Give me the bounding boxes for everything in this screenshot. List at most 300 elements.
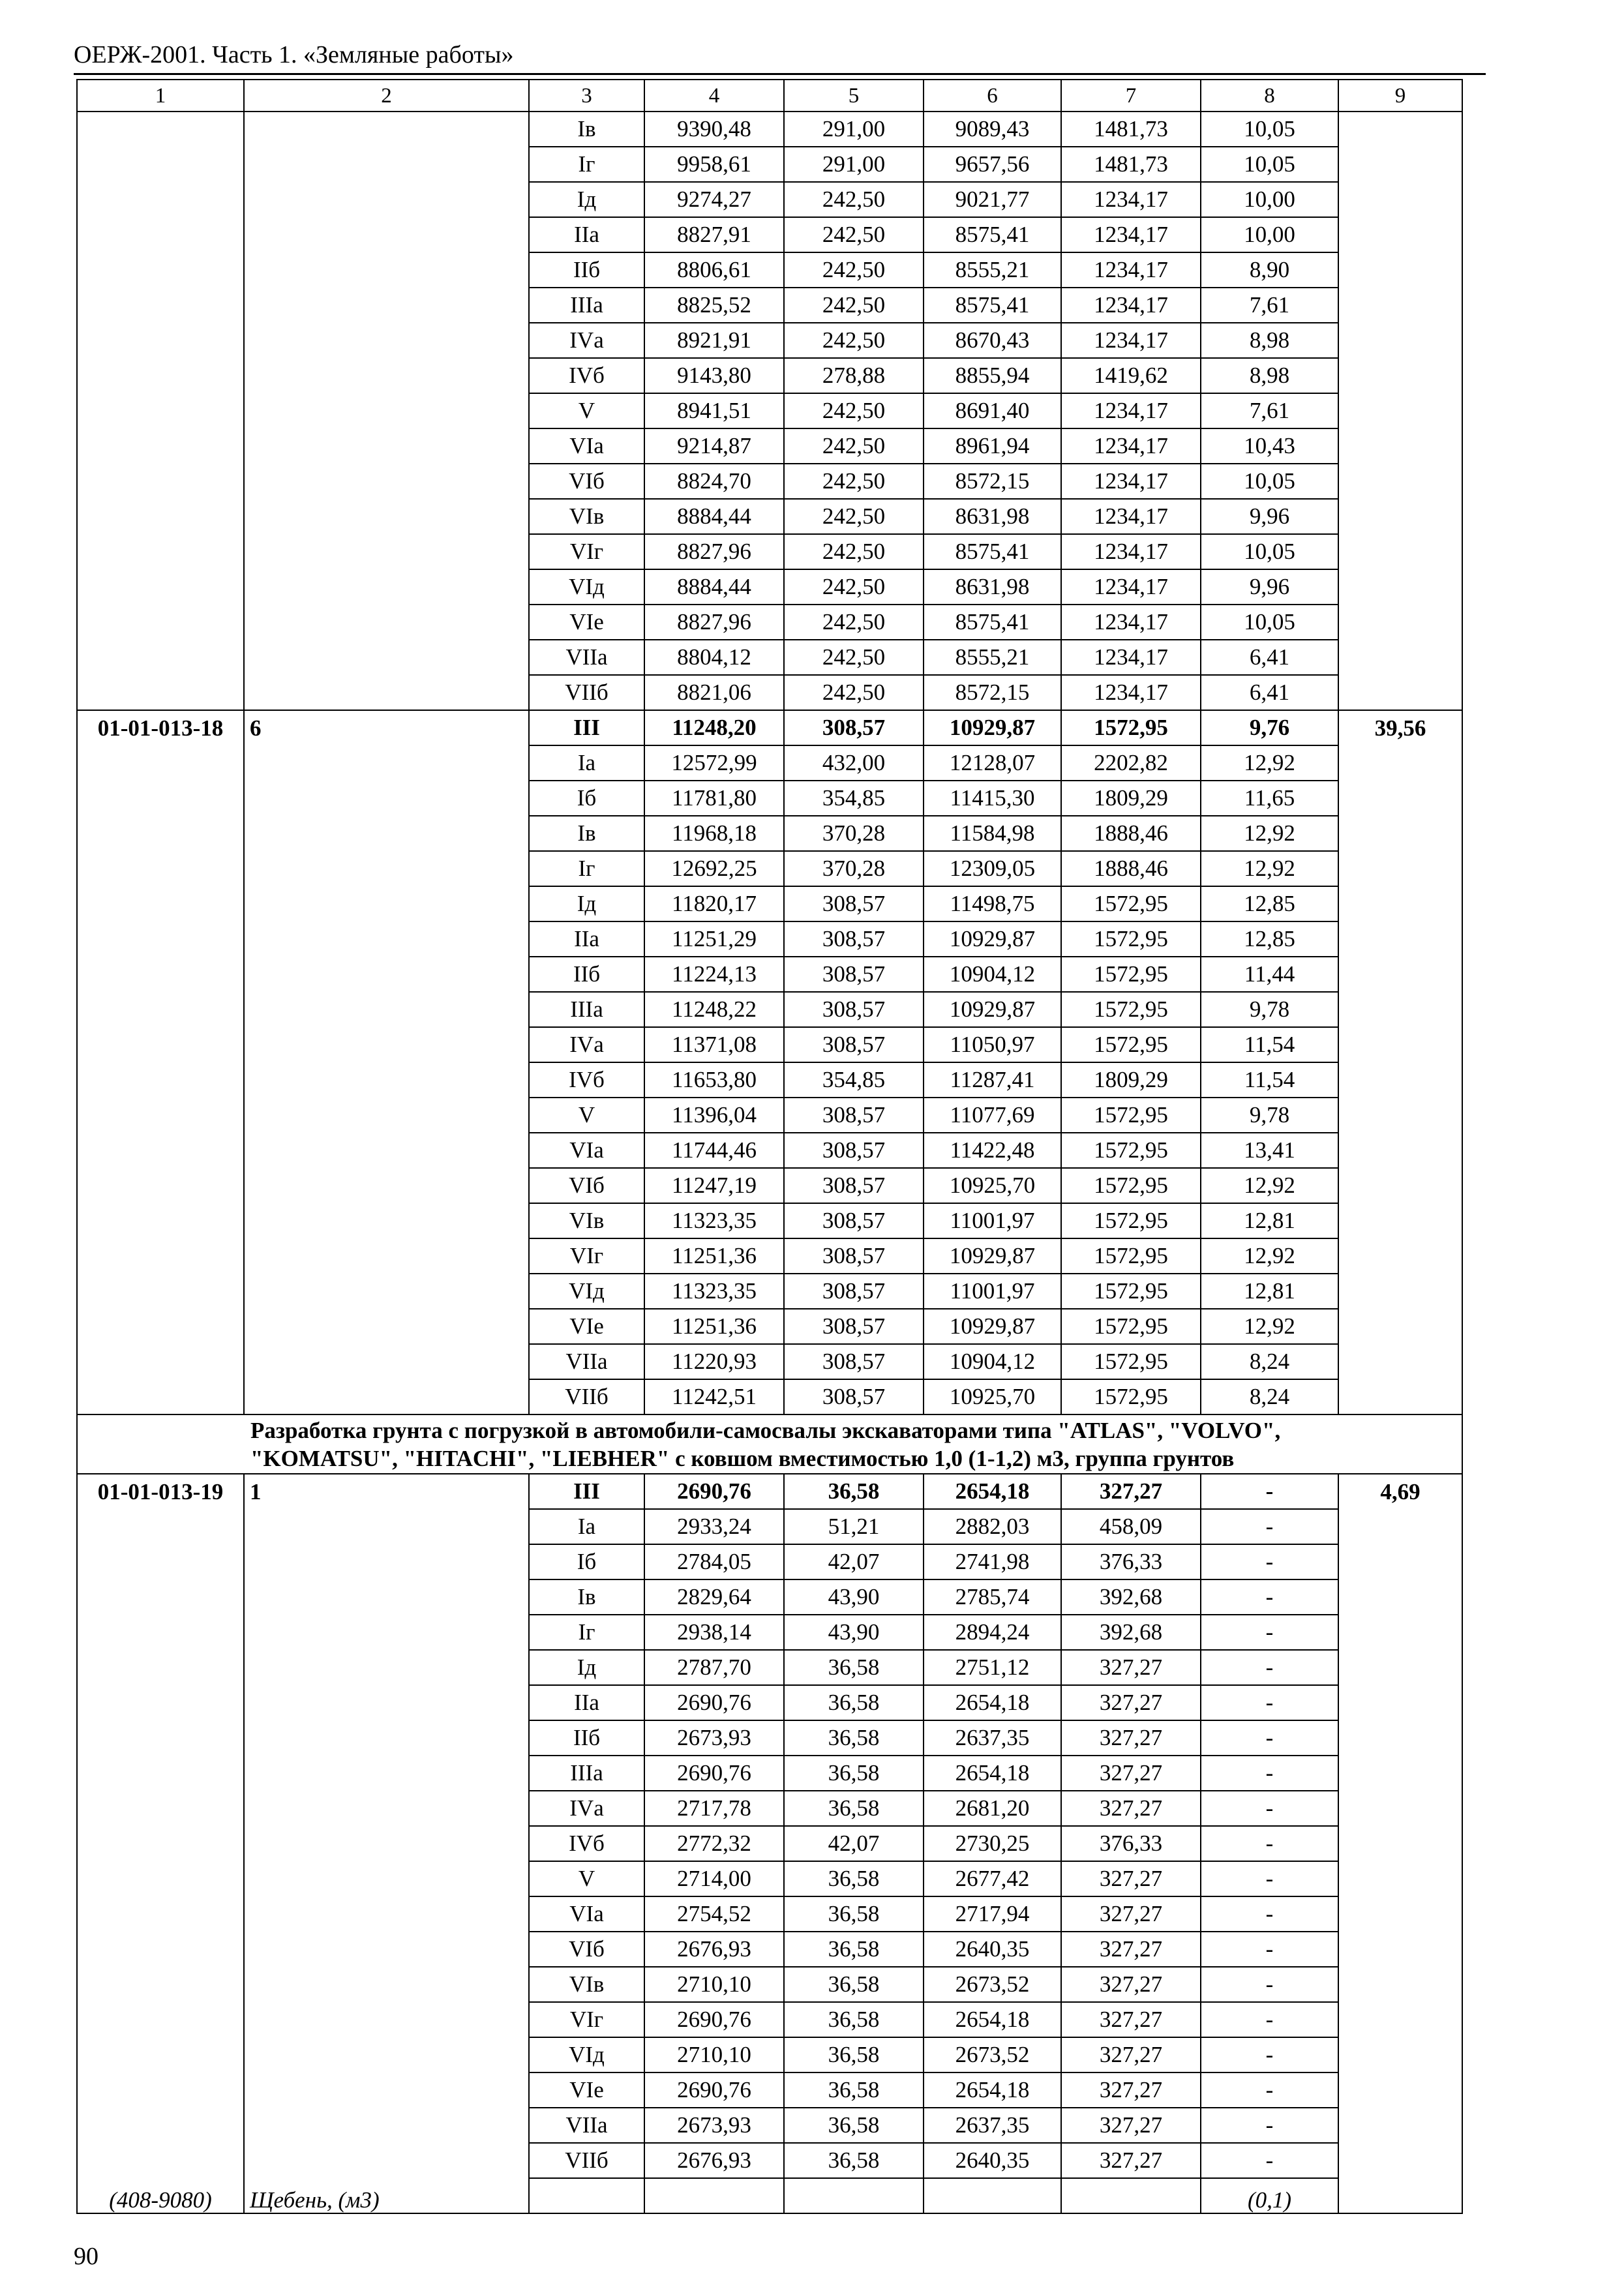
value-cell: - (1201, 2143, 1338, 2178)
value-cell: 327,27 (1061, 1685, 1201, 1720)
description-cell (244, 921, 529, 957)
value-cell: 1234,17 (1061, 323, 1201, 358)
value-cell: 2640,35 (924, 2143, 1061, 2178)
soil-group-cell: VIе (529, 605, 644, 640)
description-cell (244, 675, 529, 710)
column-number: 6 (924, 80, 1061, 112)
value-cell: 11323,35 (644, 1274, 784, 1309)
rate-code-cell (77, 393, 244, 428)
rate-code-cell (77, 640, 244, 675)
value-cell: 8827,96 (644, 534, 784, 569)
soil-group-cell: VIе (529, 2072, 644, 2108)
material-code-cell: (408-9080) (77, 2178, 244, 2213)
material-consumption-cell: (0,1) (1201, 2178, 1338, 2213)
rate-code-cell (77, 428, 244, 464)
table-row (77, 816, 1462, 851)
rate-code-cell (77, 464, 244, 499)
column-9-cell (1338, 1932, 1462, 1967)
description-cell (244, 147, 529, 182)
rate-code-cell (77, 1861, 244, 1896)
value-cell: 6,41 (1201, 640, 1338, 675)
value-cell: 9958,61 (644, 147, 784, 182)
column-9-cell (1338, 323, 1462, 358)
value-cell: 10925,70 (924, 1379, 1061, 1414)
value-cell: 8827,96 (644, 605, 784, 640)
value-cell: 51,21 (784, 1509, 924, 1544)
value-cell: - (1201, 1967, 1338, 2002)
column-9-cell (1338, 1379, 1462, 1414)
soil-group-cell: VIд (529, 2037, 644, 2072)
description-cell (244, 1544, 529, 1579)
value-cell: 327,27 (1061, 1932, 1201, 1967)
section-heading (77, 1414, 1462, 1474)
value-cell: 11001,97 (924, 1274, 1061, 1309)
table-row (77, 1274, 1462, 1309)
column-9-cell (1338, 1685, 1462, 1720)
value-cell: 12,92 (1201, 1309, 1338, 1344)
value-cell: 1572,95 (1061, 957, 1201, 992)
rate-code-cell (77, 147, 244, 182)
soil-group-cell: IIа (529, 921, 644, 957)
rate-code-cell (77, 675, 244, 710)
value-cell: 11653,80 (644, 1062, 784, 1098)
rate-code-cell (77, 1756, 244, 1791)
table-row (77, 534, 1462, 569)
column-9-cell (1338, 1967, 1462, 2002)
value-cell: 1234,17 (1061, 288, 1201, 323)
value-cell: 327,27 (1061, 1474, 1201, 1509)
soil-group-cell: VIIб (529, 675, 644, 710)
value-cell: 8804,12 (644, 640, 784, 675)
table-row (77, 1133, 1462, 1168)
value-cell: 10925,70 (924, 1168, 1061, 1203)
soil-group-cell: IVб (529, 1062, 644, 1098)
description-cell: 6 (244, 710, 529, 745)
rate-code-cell (77, 1932, 244, 1967)
table-row (77, 640, 1462, 675)
value-cell: 242,50 (784, 640, 924, 675)
value-cell: 7,61 (1201, 393, 1338, 428)
value-cell: 10929,87 (924, 992, 1061, 1027)
value-cell: 2717,78 (644, 1791, 784, 1826)
value-cell: 10929,87 (924, 921, 1061, 957)
table-row (77, 675, 1462, 710)
value-cell: - (1201, 1615, 1338, 1650)
value-cell: 9,78 (1201, 1098, 1338, 1133)
value-cell: 12,81 (1201, 1203, 1338, 1238)
empty-cell (644, 2178, 784, 2213)
soil-group-cell: Iд (529, 1650, 644, 1685)
value-cell: 1234,17 (1061, 569, 1201, 605)
soil-group-cell: VIIб (529, 1379, 644, 1414)
value-cell: 2690,76 (644, 2072, 784, 2108)
value-cell: 11,44 (1201, 957, 1338, 992)
description-cell (244, 393, 529, 428)
value-cell: 11287,41 (924, 1062, 1061, 1098)
value-cell: 2654,18 (924, 2002, 1061, 2037)
table-row (77, 112, 1462, 147)
value-cell: 9274,27 (644, 182, 784, 217)
rate-code-cell (77, 1967, 244, 2002)
value-cell: 2690,76 (644, 2002, 784, 2037)
soil-group-cell: Iг (529, 851, 644, 886)
soil-group-cell: VIд (529, 1274, 644, 1309)
value-cell: 8,98 (1201, 358, 1338, 393)
table-row (77, 147, 1462, 182)
table-row (77, 1238, 1462, 1274)
soil-group-cell: V (529, 1098, 644, 1133)
value-cell: 2676,93 (644, 1932, 784, 1967)
soil-group-cell: VIIб (529, 2143, 644, 2178)
value-cell: 392,68 (1061, 1615, 1201, 1650)
table-row (77, 1544, 1462, 1579)
value-cell: 308,57 (784, 1344, 924, 1379)
soil-group-cell: V (529, 1861, 644, 1896)
value-cell: 308,57 (784, 1098, 924, 1133)
rate-code-cell (77, 1685, 244, 1720)
column-9-cell (1338, 1344, 1462, 1379)
value-cell: 2751,12 (924, 1650, 1061, 1685)
column-9-cell (1338, 2037, 1462, 2072)
column-9-cell (1338, 781, 1462, 816)
column-9-cell (1338, 816, 1462, 851)
description-cell (244, 2143, 529, 2178)
column-9-cell (1338, 464, 1462, 499)
value-cell: 1572,95 (1061, 1203, 1201, 1238)
column-9-cell (1338, 921, 1462, 957)
value-cell: 11251,36 (644, 1238, 784, 1274)
value-cell: 36,58 (784, 2002, 924, 2037)
soil-group-cell: VIIа (529, 2108, 644, 2143)
soil-group-cell: IVб (529, 358, 644, 393)
value-cell: 242,50 (784, 182, 924, 217)
description-cell (244, 992, 529, 1027)
value-cell: 1572,95 (1061, 1379, 1201, 1414)
rate-code-cell (77, 534, 244, 569)
value-cell: 2710,10 (644, 2037, 784, 2072)
value-cell: 36,58 (784, 2072, 924, 2108)
description-cell (244, 1720, 529, 1756)
table-row (77, 2037, 1462, 2072)
value-cell: 308,57 (784, 1027, 924, 1062)
value-cell: 1419,62 (1061, 358, 1201, 393)
table-row (77, 2072, 1462, 2108)
value-cell: 327,27 (1061, 1756, 1201, 1791)
value-cell: 458,09 (1061, 1509, 1201, 1544)
column-9-cell (1338, 2143, 1462, 2178)
soil-group-cell: IIа (529, 1685, 644, 1720)
value-cell: 11744,46 (644, 1133, 784, 1168)
value-cell: 291,00 (784, 147, 924, 182)
description-cell (244, 605, 529, 640)
value-cell: 11820,17 (644, 886, 784, 921)
rate-code-cell (77, 745, 244, 781)
value-cell: 1809,29 (1061, 781, 1201, 816)
value-cell: 12572,99 (644, 745, 784, 781)
column-9-cell (1338, 534, 1462, 569)
column-9-cell (1338, 2072, 1462, 2108)
value-cell: 11422,48 (924, 1133, 1061, 1168)
soil-group-cell: IIIа (529, 992, 644, 1027)
value-cell: 10929,87 (924, 1309, 1061, 1344)
column-9-cell (1338, 745, 1462, 781)
soil-group-cell: VIг (529, 1238, 644, 1274)
value-cell: 10,05 (1201, 112, 1338, 147)
value-cell: 36,58 (784, 1932, 924, 1967)
soil-group-cell: Iа (529, 745, 644, 781)
table-row (77, 569, 1462, 605)
rate-code-cell (77, 1826, 244, 1861)
value-cell: 2933,24 (644, 1509, 784, 1544)
rate-code-cell (77, 1309, 244, 1344)
value-cell: 36,58 (784, 1650, 924, 1685)
value-cell: 432,00 (784, 745, 924, 781)
value-cell: - (1201, 1474, 1338, 1509)
value-cell: 354,85 (784, 1062, 924, 1098)
value-cell: 12,92 (1201, 1168, 1338, 1203)
column-9-cell (1338, 1826, 1462, 1861)
table-row-main (77, 710, 1462, 745)
empty-cell (529, 2178, 644, 2213)
table-row (77, 1685, 1462, 1720)
value-cell: 327,27 (1061, 2072, 1201, 2108)
value-cell: 10904,12 (924, 957, 1061, 992)
rate-code-cell (77, 1203, 244, 1238)
value-cell: 12,92 (1201, 745, 1338, 781)
value-cell: 8555,21 (924, 640, 1061, 675)
value-cell: 327,27 (1061, 2108, 1201, 2143)
value-cell: 11251,29 (644, 921, 784, 957)
column-9-cell (1338, 1791, 1462, 1826)
column-9-cell (1338, 1720, 1462, 1756)
soil-group-cell: VIб (529, 1932, 644, 1967)
value-cell: 12,85 (1201, 921, 1338, 957)
soil-group-cell: Iб (529, 1544, 644, 1579)
table-row-main (77, 1474, 1462, 1509)
soil-group-cell: VIв (529, 499, 644, 534)
value-cell: 12309,05 (924, 851, 1061, 886)
value-cell: 327,27 (1061, 1791, 1201, 1826)
column-9-cell (1338, 182, 1462, 217)
value-cell: 12,85 (1201, 886, 1338, 921)
value-cell: 1572,95 (1061, 1238, 1201, 1274)
table-row (77, 992, 1462, 1027)
value-cell: 308,57 (784, 1168, 924, 1203)
value-cell: 327,27 (1061, 1896, 1201, 1932)
rate-code-cell (77, 1615, 244, 1650)
value-cell: 242,50 (784, 428, 924, 464)
value-cell: 8806,61 (644, 252, 784, 288)
value-cell: 9,96 (1201, 569, 1338, 605)
soil-group-cell: VIб (529, 464, 644, 499)
table-row (77, 358, 1462, 393)
table-row (77, 1098, 1462, 1133)
value-cell: 308,57 (784, 1379, 924, 1414)
value-cell: - (1201, 1932, 1338, 1967)
value-cell: 11396,04 (644, 1098, 784, 1133)
column-9-cell (1338, 569, 1462, 605)
value-cell: 11968,18 (644, 816, 784, 851)
value-cell: 2640,35 (924, 1932, 1061, 1967)
value-cell: 8821,06 (644, 675, 784, 710)
column-9-cell (1338, 217, 1462, 252)
description-cell (244, 886, 529, 921)
value-cell: 8884,44 (644, 499, 784, 534)
value-cell: - (1201, 2037, 1338, 2072)
value-cell: 2673,52 (924, 2037, 1061, 2072)
value-cell: 242,50 (784, 217, 924, 252)
description-cell (244, 957, 529, 992)
table-row (77, 1615, 1462, 1650)
value-cell: 8572,15 (924, 675, 1061, 710)
rate-code-cell (77, 2072, 244, 2108)
value-cell: 1481,73 (1061, 147, 1201, 182)
table-row (77, 605, 1462, 640)
table-row (77, 252, 1462, 288)
value-cell: - (1201, 1756, 1338, 1791)
table-row (77, 393, 1462, 428)
value-cell: 1234,17 (1061, 182, 1201, 217)
value-cell: - (1201, 1544, 1338, 1579)
table-row (77, 1309, 1462, 1344)
value-cell: 12,92 (1201, 816, 1338, 851)
description-cell (244, 1861, 529, 1896)
rate-code-cell: 01-01-013-19 (77, 1474, 244, 1509)
rate-code-cell (77, 323, 244, 358)
value-cell: 8,90 (1201, 252, 1338, 288)
table-row (77, 499, 1462, 534)
column-9-cell (1338, 428, 1462, 464)
value-cell: 11251,36 (644, 1309, 784, 1344)
table-row (77, 1720, 1462, 1756)
value-cell: 12692,25 (644, 851, 784, 886)
description-cell (244, 851, 529, 886)
value-cell: 1572,95 (1061, 1133, 1201, 1168)
value-cell: 354,85 (784, 781, 924, 816)
soil-group-cell: VIа (529, 1133, 644, 1168)
page-number: 90 (74, 2243, 98, 2270)
rate-code-cell (77, 605, 244, 640)
soil-group-cell: VIв (529, 1967, 644, 2002)
table-row (77, 1896, 1462, 1932)
value-cell: 370,28 (784, 851, 924, 886)
description-cell (244, 1756, 529, 1791)
rate-code-cell (77, 1791, 244, 1826)
value-cell: 242,50 (784, 393, 924, 428)
value-cell: 42,07 (784, 1826, 924, 1861)
value-cell: 10,43 (1201, 428, 1338, 464)
column-9-cell (1338, 1579, 1462, 1615)
value-cell: 8941,51 (644, 393, 784, 428)
column-9-cell (1338, 1615, 1462, 1650)
value-cell: 242,50 (784, 288, 924, 323)
value-cell: 36,58 (784, 1791, 924, 1826)
value-cell: - (1201, 1896, 1338, 1932)
column-9-cell (1338, 499, 1462, 534)
value-cell: 8,24 (1201, 1344, 1338, 1379)
soil-group-cell: VIв (529, 1203, 644, 1238)
description-cell (244, 1203, 529, 1238)
value-cell: 11001,97 (924, 1203, 1061, 1238)
value-cell: 1234,17 (1061, 217, 1201, 252)
column-9-cell (1338, 393, 1462, 428)
value-cell: 11,54 (1201, 1062, 1338, 1098)
table-row (77, 957, 1462, 992)
value-cell: 11371,08 (644, 1027, 784, 1062)
value-cell: 10,05 (1201, 534, 1338, 569)
description-cell (244, 1098, 529, 1133)
table-row (77, 1756, 1462, 1791)
value-cell: 11077,69 (924, 1098, 1061, 1133)
value-cell: 7,61 (1201, 288, 1338, 323)
value-cell: 1572,95 (1061, 1344, 1201, 1379)
rate-code-cell (77, 781, 244, 816)
value-cell: 2894,24 (924, 1615, 1061, 1650)
value-cell: 8575,41 (924, 534, 1061, 569)
table-row (77, 1967, 1462, 2002)
rate-code-cell: 01-01-013-18 (77, 710, 244, 745)
material-name-cell: Щебень, (м3) (244, 2178, 529, 2213)
value-cell: 2784,05 (644, 1544, 784, 1579)
value-cell: 11584,98 (924, 816, 1061, 851)
table-row (77, 1826, 1462, 1861)
value-cell: 242,50 (784, 252, 924, 288)
table-row (77, 921, 1462, 957)
soil-group-cell: VIг (529, 534, 644, 569)
value-cell: 2829,64 (644, 1579, 784, 1615)
value-cell: 327,27 (1061, 1967, 1201, 2002)
column-9-cell (1338, 605, 1462, 640)
value-cell: 2681,20 (924, 1791, 1061, 1826)
value-cell: 1572,95 (1061, 992, 1201, 1027)
rate-code-cell (77, 957, 244, 992)
value-cell: 2787,70 (644, 1650, 784, 1685)
column-9-cell (1338, 2108, 1462, 2143)
value-cell: 11224,13 (644, 957, 784, 992)
description-cell (244, 182, 529, 217)
column-9-cell (1338, 1544, 1462, 1579)
value-cell: 308,57 (784, 1203, 924, 1238)
column-9-cell (1338, 1168, 1462, 1203)
value-cell: - (1201, 2002, 1338, 2037)
column-9-cell (1338, 252, 1462, 288)
value-cell: 11248,20 (644, 710, 784, 745)
table-row (77, 2002, 1462, 2037)
rate-code-cell (77, 1168, 244, 1203)
description-cell (244, 252, 529, 288)
column-9-cell (1338, 1274, 1462, 1309)
value-cell: 36,58 (784, 2108, 924, 2143)
rate-code-cell (77, 2143, 244, 2178)
rate-code-cell (77, 1027, 244, 1062)
value-cell: 9021,77 (924, 182, 1061, 217)
rate-code-cell (77, 2002, 244, 2037)
table-row (77, 217, 1462, 252)
description-cell (244, 1509, 529, 1544)
value-cell: 11220,93 (644, 1344, 784, 1379)
column-9-cell (1338, 1062, 1462, 1098)
value-cell: 242,50 (784, 675, 924, 710)
value-cell: 2690,76 (644, 1685, 784, 1720)
column-9-cell (1338, 1027, 1462, 1062)
value-cell: 11498,75 (924, 886, 1061, 921)
value-cell: 36,58 (784, 1720, 924, 1756)
description-cell (244, 1791, 529, 1826)
value-cell: 8,24 (1201, 1379, 1338, 1414)
description-cell (244, 2037, 529, 2072)
rate-code-cell (77, 569, 244, 605)
value-cell: 8631,98 (924, 569, 1061, 605)
